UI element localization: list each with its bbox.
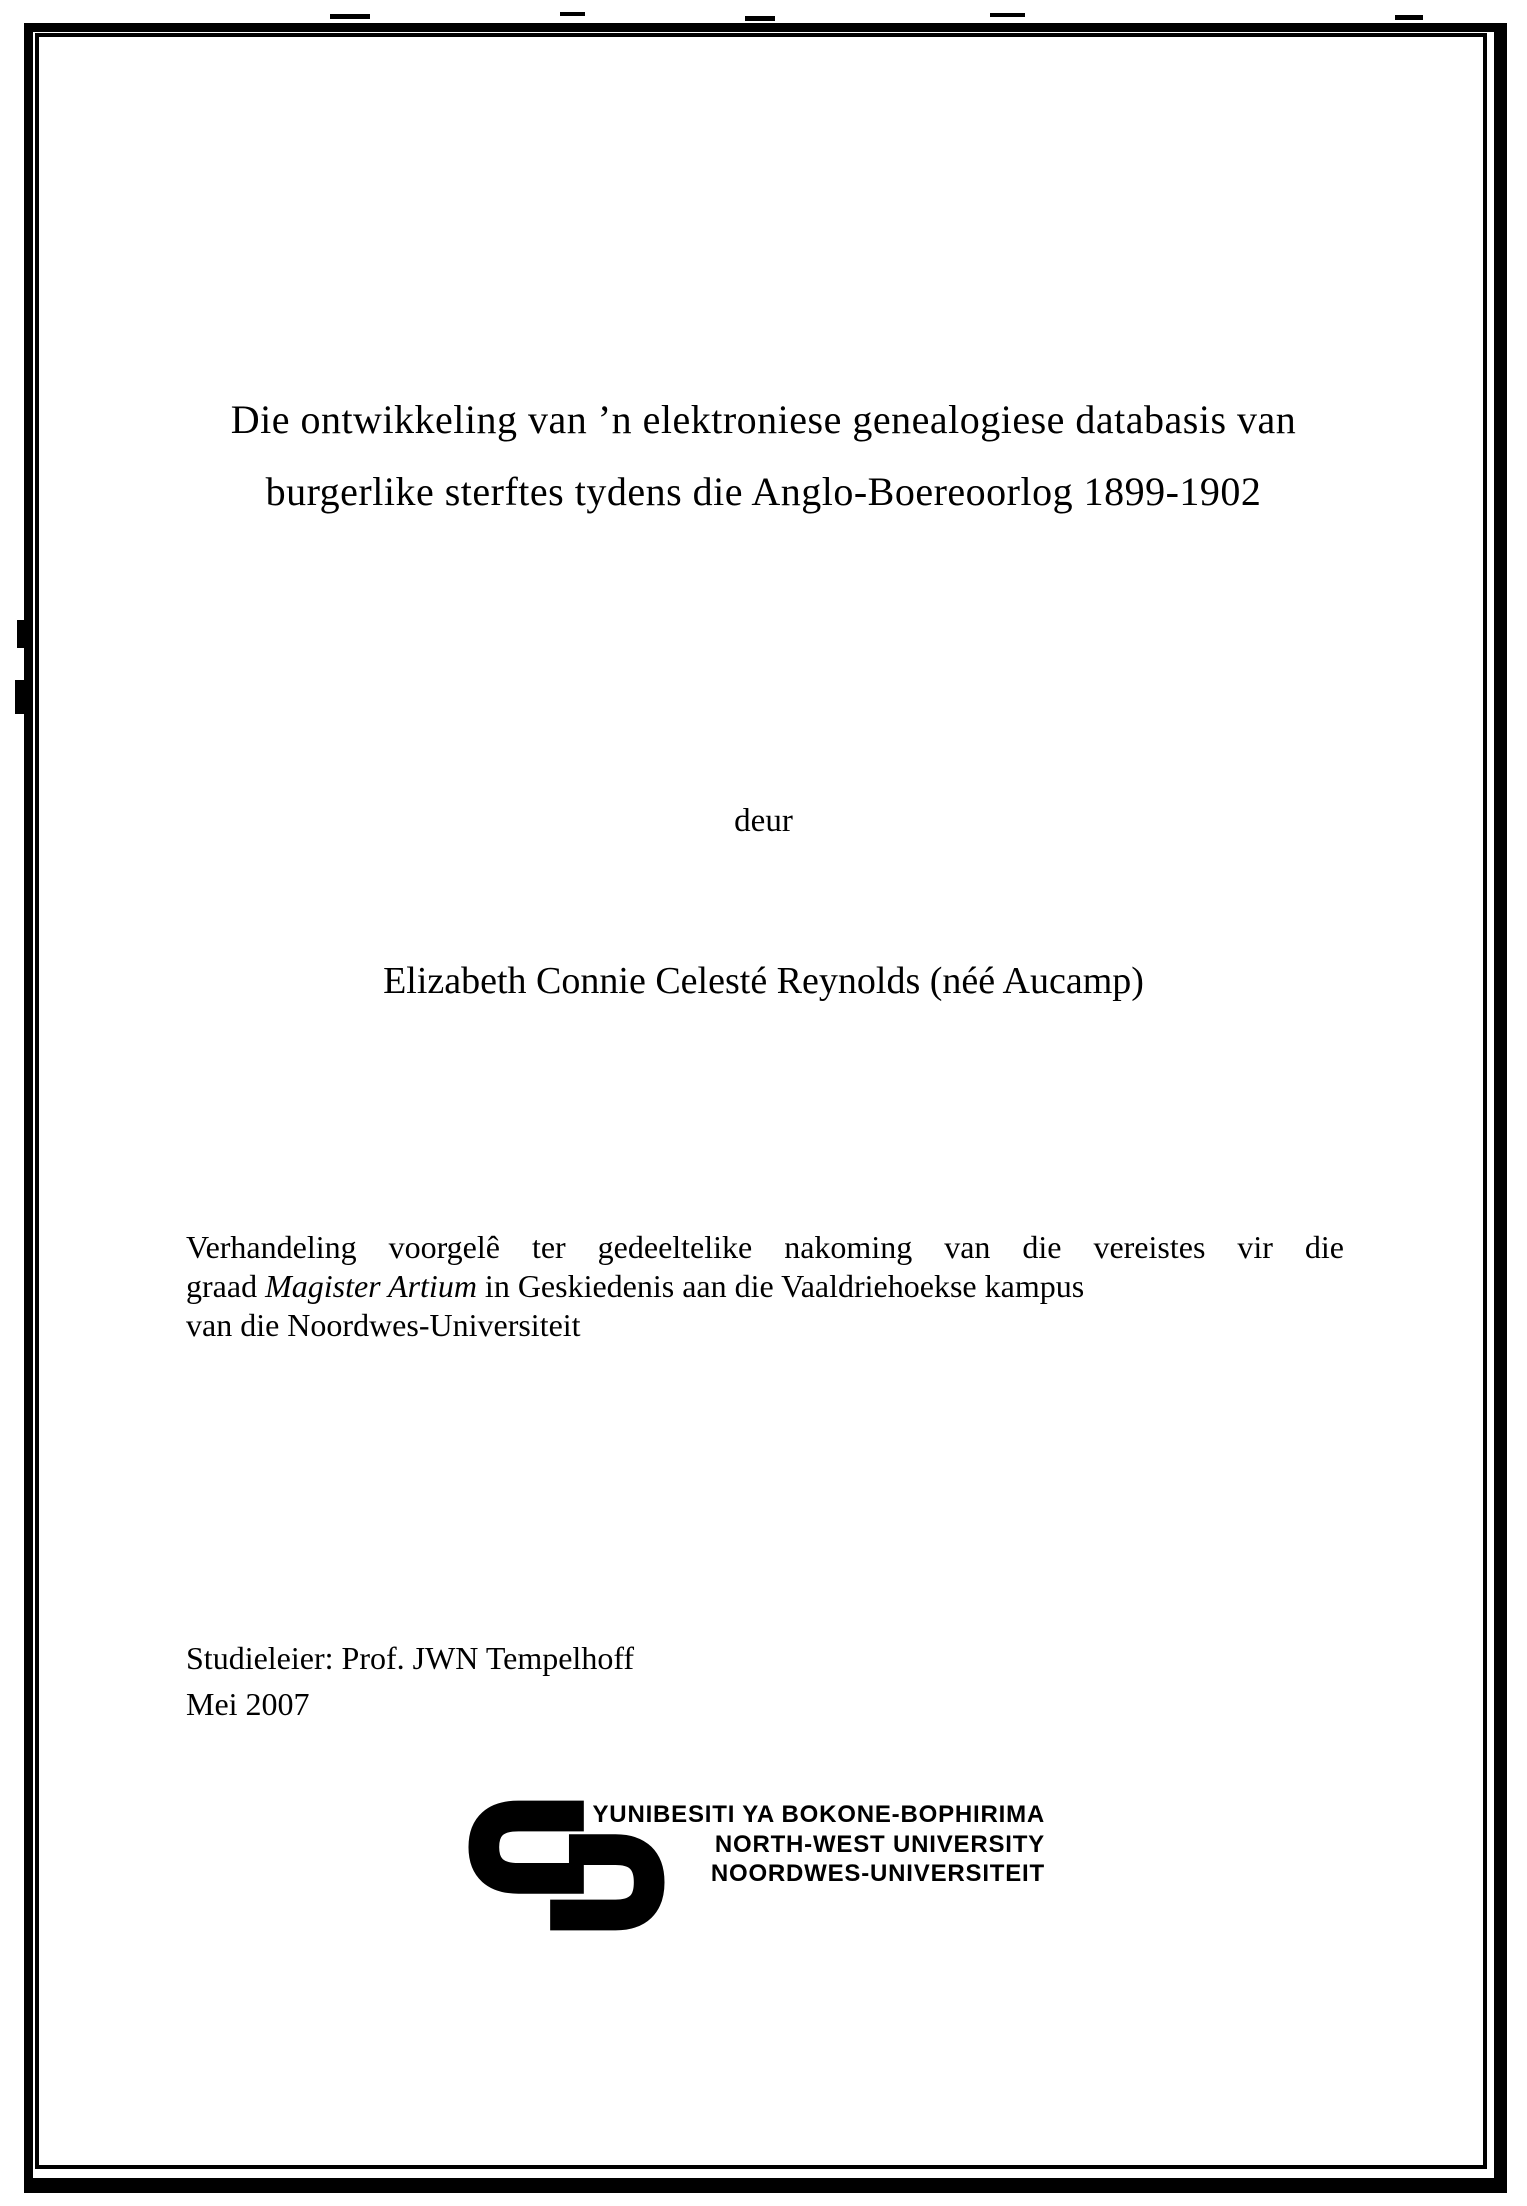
logo-name-english: NORTH-WEST UNIVERSITY <box>714 1830 1045 1858</box>
scan-artifact <box>560 12 585 16</box>
submission-line-1: Verhandeling voorgelê ter gedeeltelike nakoming van die vereistes vir die <box>186 1229 1344 1265</box>
scan-artifact <box>15 680 24 714</box>
submission-statement <box>186 1228 1344 1345</box>
thesis-title-line-2: burgerlike sterftes tydens die Anglo-Boereoorlog 1899-1902 <box>265 469 1262 514</box>
scan-artifact <box>17 620 24 648</box>
thesis-title-line-1: Die ontwikkeling van ’n elektroniese genealogiese databasis van <box>230 397 1297 442</box>
degree-name: Magister Artium <box>265 1268 477 1304</box>
scan-artifact <box>990 13 1025 17</box>
submission-line-3: van die Noordwes-Universiteit <box>186 1307 581 1343</box>
logo-name-setswana: YUNIBESITI YA BOKONE-BOPHIRIMA <box>592 1801 1045 1828</box>
logo-name-afrikaans: NOORDWES-UNIVERSITEIT <box>710 1860 1045 1887</box>
submission-line-2: graad Magister Artium in Geskiedenis aan die Vaaldriehoekse kampus <box>186 1268 1085 1304</box>
scan-artifact <box>330 14 370 19</box>
date-line: Mei 2007 <box>186 1686 310 1722</box>
scan-artifact <box>745 16 775 21</box>
supervisor-line: Studieleier: Prof. JWN Tempelhoff <box>186 1640 635 1676</box>
nwu-logo-wordmark <box>593 1800 1046 1889</box>
byline-deur: deur <box>734 803 793 839</box>
author-name: Elizabeth Connie Celesté Reynolds (néé Aucamp) <box>383 960 1144 1002</box>
scan-artifact <box>1395 15 1423 20</box>
